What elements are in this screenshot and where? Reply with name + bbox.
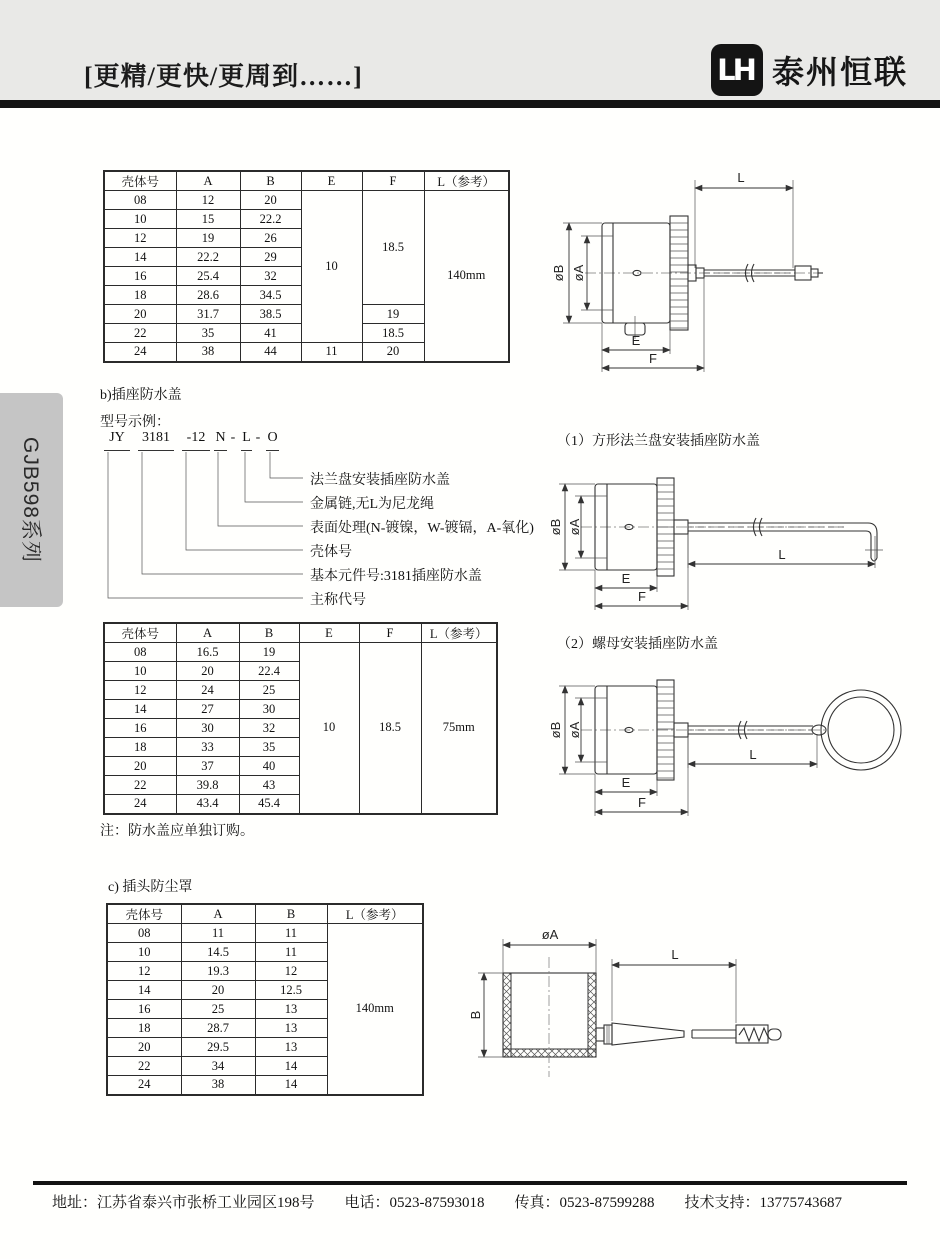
cell: 35 xyxy=(239,738,299,757)
cell: 08 xyxy=(104,643,176,662)
cell-merged: 75mm xyxy=(421,643,497,814)
footer-address: 地址：江苏省泰兴市张桥工业园区198号 xyxy=(52,1195,315,1211)
cell: 18.5 xyxy=(362,324,424,343)
cell: 20 xyxy=(104,757,176,776)
order-note: 注：防水盖应单独订购。 xyxy=(100,824,254,839)
dim-label-b: B xyxy=(468,1010,483,1020)
dim-label-l: L xyxy=(671,947,679,962)
col-header: B xyxy=(240,171,301,191)
cell: 12 xyxy=(255,962,327,981)
cell-merged: 140mm xyxy=(424,191,509,362)
cell: 38 xyxy=(181,1076,255,1095)
cell: 41 xyxy=(240,324,301,343)
cell: 24 xyxy=(104,795,176,814)
cell: 19 xyxy=(362,305,424,324)
cell: 44 xyxy=(240,343,301,362)
cell: 32 xyxy=(240,267,301,286)
cell-merged: 10 xyxy=(301,191,362,343)
header-divider-bar xyxy=(0,100,940,108)
cell: 14 xyxy=(107,981,181,1000)
cell: 12 xyxy=(107,962,181,981)
cell: 12.5 xyxy=(255,981,327,1000)
cell: 14 xyxy=(104,248,176,267)
drawing-cover-with-cord-plug xyxy=(545,158,940,373)
drawing-dust-cap-section xyxy=(468,925,893,1090)
cell: 20 xyxy=(240,191,301,210)
model-part-label: 表面处理(N-镀镍，W-镀镉，A-氧化) xyxy=(310,521,534,536)
cell: 45.4 xyxy=(239,795,299,814)
model-part: -12 xyxy=(182,430,210,451)
table-plug-dust-cap xyxy=(106,903,424,1096)
dim-label-oa: øA xyxy=(567,518,582,536)
drawing2-title: （2）螺母安装插座防水盖 xyxy=(557,637,718,652)
dim-label-l: L xyxy=(778,547,786,562)
dim-label-f: F xyxy=(649,351,657,366)
dim-label-ob: øB xyxy=(548,518,563,536)
col-header: 壳体号 xyxy=(107,904,181,924)
model-part: - xyxy=(230,430,236,445)
brand-block xyxy=(711,44,908,96)
table-plug-waterproof-cover xyxy=(103,170,510,363)
model-part: JY xyxy=(104,430,130,451)
section-c-title: c) 插头防尘罩 xyxy=(108,880,193,895)
cell: 22.4 xyxy=(239,662,299,681)
cell: 22.2 xyxy=(176,248,240,267)
col-header: F xyxy=(362,171,424,191)
cell: 15 xyxy=(176,210,240,229)
cell: 38 xyxy=(176,343,240,362)
cell: 10 xyxy=(107,943,181,962)
cell: 16 xyxy=(107,1000,181,1019)
dim-label-f: F xyxy=(638,795,646,810)
cell: 19.3 xyxy=(181,962,255,981)
cell: 22 xyxy=(104,776,176,795)
cell: 22 xyxy=(107,1057,181,1076)
model-part: L xyxy=(241,430,252,451)
col-header: L（参考） xyxy=(327,904,423,924)
cell: 26 xyxy=(240,229,301,248)
model-part: 3181 xyxy=(138,430,174,451)
cell: 20 xyxy=(362,343,424,362)
dim-label-e: E xyxy=(621,775,631,790)
col-header: L（参考） xyxy=(424,171,509,191)
cell: 18 xyxy=(107,1019,181,1038)
cell: 39.8 xyxy=(176,776,239,795)
cell: 13 xyxy=(255,1019,327,1038)
footer-fax: 传真：0523-87599288 xyxy=(514,1195,655,1211)
cell: 14 xyxy=(104,700,176,719)
cell: 22 xyxy=(104,324,176,343)
col-header: E xyxy=(301,171,362,191)
table-row xyxy=(104,643,497,662)
cell: 27 xyxy=(176,700,239,719)
cell: 38.5 xyxy=(240,305,301,324)
table-header-row xyxy=(107,904,423,924)
section-b-title: b)插座防水盖 xyxy=(100,388,182,403)
cell: 10 xyxy=(104,662,176,681)
cell: 19 xyxy=(239,643,299,662)
cell: 19 xyxy=(176,229,240,248)
cell-merged: 140mm xyxy=(327,924,423,1095)
table-header-row xyxy=(104,171,509,191)
cell: 28.7 xyxy=(181,1019,255,1038)
cell: 30 xyxy=(239,700,299,719)
cell: 12 xyxy=(104,681,176,700)
col-header: 壳体号 xyxy=(104,623,176,643)
dim-label-oa: øA xyxy=(567,721,582,739)
series-side-tab xyxy=(0,393,63,607)
cell: 29.5 xyxy=(181,1038,255,1057)
dim-label-e: E xyxy=(631,333,641,348)
cell: 18 xyxy=(104,738,176,757)
cell: 33 xyxy=(176,738,239,757)
cell: 16 xyxy=(104,267,176,286)
cell: 11 xyxy=(181,924,255,943)
cell: 28.6 xyxy=(176,286,240,305)
col-header: A xyxy=(181,904,255,924)
cell: 25 xyxy=(181,1000,255,1019)
header-slogan: [更精/更快/更周到……] xyxy=(84,62,363,91)
table-row xyxy=(107,924,423,943)
col-header: 壳体号 xyxy=(104,171,176,191)
cell: 25 xyxy=(239,681,299,700)
cell: 14.5 xyxy=(181,943,255,962)
table-row xyxy=(104,191,509,210)
cell: 11 xyxy=(255,943,327,962)
model-part: O xyxy=(266,430,279,451)
dim-label-l: L xyxy=(749,747,757,762)
col-header: F xyxy=(359,623,421,643)
cell: 11 xyxy=(301,343,362,362)
cell: 20 xyxy=(107,1038,181,1057)
cell-merged: 18.5 xyxy=(359,643,421,814)
col-header: A xyxy=(176,623,239,643)
cell: 12 xyxy=(176,191,240,210)
brand-name: 泰州恒联 xyxy=(771,53,908,91)
col-header: B xyxy=(239,623,299,643)
footer-phone: 电话：0523-87593018 xyxy=(344,1195,485,1211)
cell: 10 xyxy=(104,210,176,229)
table-socket-waterproof-cover xyxy=(103,622,498,815)
cell: 08 xyxy=(107,924,181,943)
cell: 13 xyxy=(255,1038,327,1057)
cell: 34.5 xyxy=(240,286,301,305)
cell: 43.4 xyxy=(176,795,239,814)
cell: 20 xyxy=(181,981,255,1000)
page-header xyxy=(0,0,940,100)
cell: 29 xyxy=(240,248,301,267)
cell: 22.2 xyxy=(240,210,301,229)
footer xyxy=(52,1191,842,1212)
cell-merged: 10 xyxy=(299,643,359,814)
footer-divider-bar xyxy=(33,1181,907,1185)
footer-support: 技术支持：13775743687 xyxy=(684,1195,843,1211)
model-part-label: 金属链,无L为尼龙绳 xyxy=(310,497,435,512)
cell: 11 xyxy=(255,924,327,943)
cell: 43 xyxy=(239,776,299,795)
dim-label-ob: øB xyxy=(551,264,566,282)
cell: 14 xyxy=(255,1057,327,1076)
cell: 16.5 xyxy=(176,643,239,662)
model-part-label: 主称代号 xyxy=(310,593,366,608)
dim-label-ob: øB xyxy=(548,721,563,739)
cell-merged: 18.5 xyxy=(362,191,424,305)
cell: 40 xyxy=(239,757,299,776)
cell: 24 xyxy=(176,681,239,700)
cell: 25.4 xyxy=(176,267,240,286)
drawing-flange-mount-cover xyxy=(545,452,940,620)
table-header-row xyxy=(104,623,497,643)
cell: 31.7 xyxy=(176,305,240,324)
dim-label-e: E xyxy=(621,571,631,586)
dim-label-f: F xyxy=(638,589,646,604)
col-header: L（参考） xyxy=(421,623,497,643)
company-logo-icon: LH xyxy=(711,44,763,96)
dim-label-oa: øA xyxy=(571,264,586,282)
model-part: - xyxy=(255,430,261,445)
cell: 37 xyxy=(176,757,239,776)
cell: 14 xyxy=(255,1076,327,1095)
model-number-diagram xyxy=(98,430,568,612)
dim-label-l: L xyxy=(737,170,745,185)
cell: 20 xyxy=(104,305,176,324)
dim-label-oa: øA xyxy=(541,927,559,942)
model-part-label: 法兰盘安装插座防水盖 xyxy=(310,473,450,488)
drawing1-title: （1）方形法兰盘安装插座防水盖 xyxy=(557,434,760,449)
model-part: N xyxy=(214,430,227,451)
cell: 24 xyxy=(104,343,176,362)
cell: 18 xyxy=(104,286,176,305)
model-part-label: 基本元件号:3181插座防水盖 xyxy=(310,569,482,584)
cell: 16 xyxy=(104,719,176,738)
cell: 32 xyxy=(239,719,299,738)
drawing-nut-mount-cover xyxy=(545,652,940,827)
cell: 24 xyxy=(107,1076,181,1095)
model-example-label: 型号示例： xyxy=(100,415,170,430)
col-header: E xyxy=(299,623,359,643)
cell: 13 xyxy=(255,1000,327,1019)
cell: 08 xyxy=(104,191,176,210)
model-part-label: 壳体号 xyxy=(310,545,352,560)
cell: 20 xyxy=(176,662,239,681)
cell: 12 xyxy=(104,229,176,248)
cell: 30 xyxy=(176,719,239,738)
cell: 34 xyxy=(181,1057,255,1076)
cell: 35 xyxy=(176,324,240,343)
col-header: B xyxy=(255,904,327,924)
series-side-tab-label: GJB598系列 xyxy=(18,437,42,563)
col-header: A xyxy=(176,171,240,191)
